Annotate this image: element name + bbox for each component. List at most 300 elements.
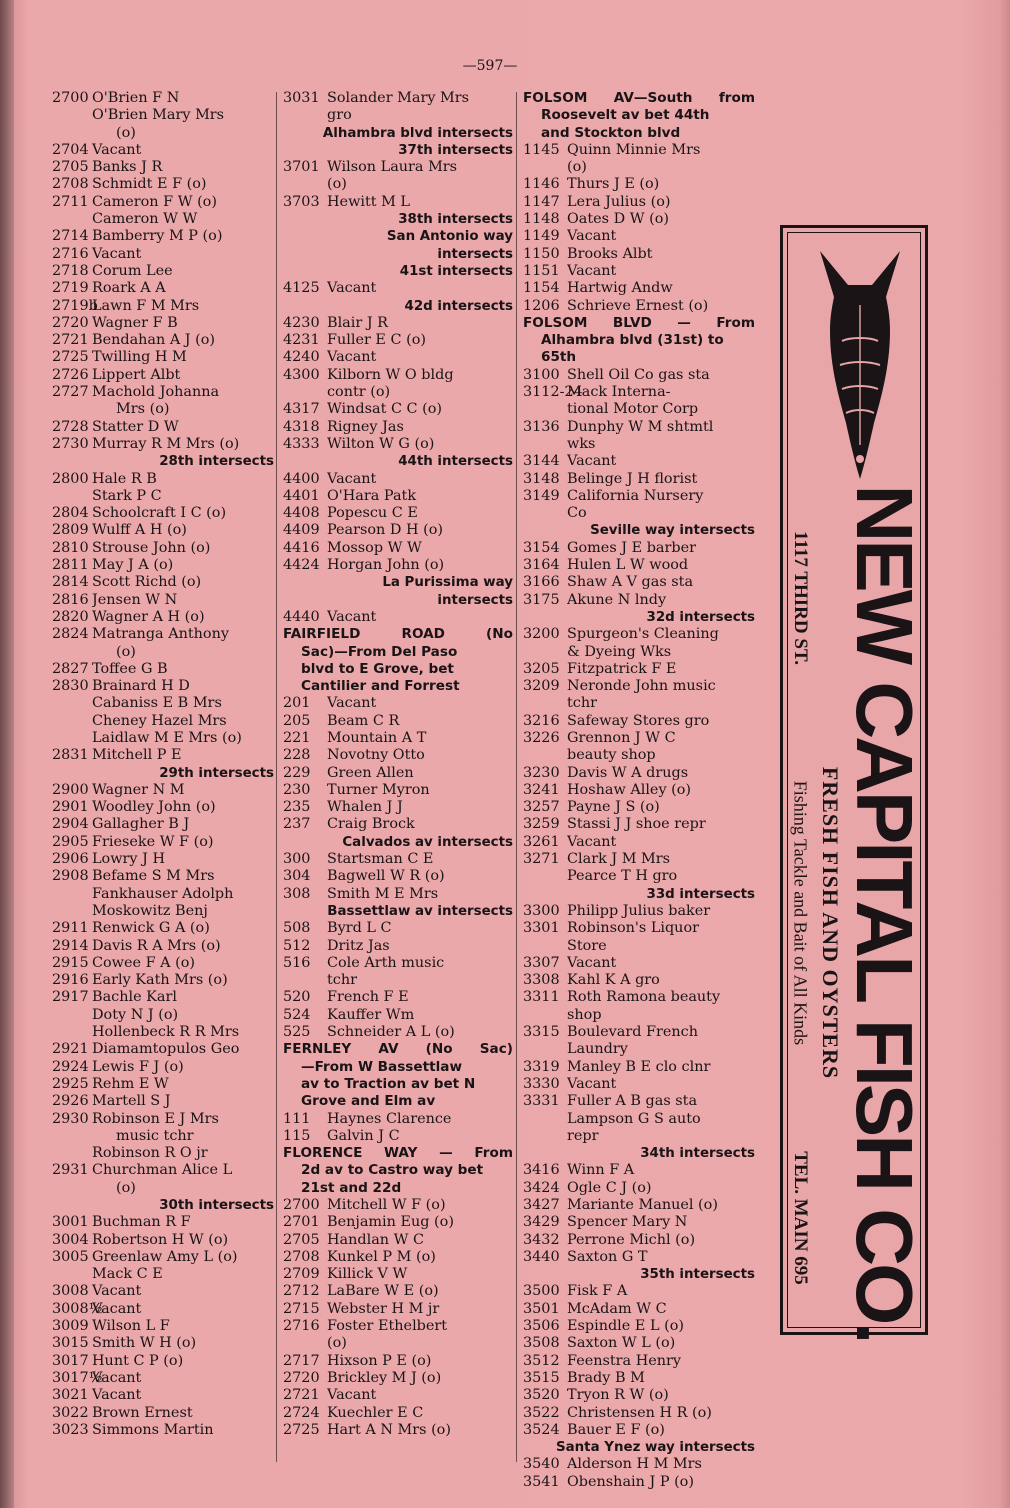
house-number: 3226 bbox=[523, 729, 560, 746]
intersection-marker: Seville way intersects bbox=[590, 523, 755, 539]
house-number: 2816 bbox=[52, 591, 89, 608]
entry-continuation: tchr bbox=[327, 972, 357, 989]
house-number: 3540 bbox=[523, 1456, 560, 1473]
directory-entry bbox=[52, 1214, 274, 1231]
house-number: 3241 bbox=[523, 781, 560, 798]
directory-entry bbox=[52, 1111, 274, 1128]
directory-entry bbox=[283, 920, 513, 937]
resident-name: Feenstra Henry bbox=[567, 1352, 682, 1369]
house-number: 3432 bbox=[523, 1231, 560, 1248]
entry-continuation: Lampson G S auto bbox=[567, 1110, 701, 1127]
directory-entry bbox=[523, 661, 755, 678]
house-number: 2827 bbox=[52, 660, 89, 677]
house-number: 1150 bbox=[523, 245, 560, 262]
directory-entry bbox=[283, 1353, 513, 1370]
house-number: 3515 bbox=[523, 1369, 560, 1386]
house-number: 2800 bbox=[52, 470, 89, 487]
resident-name: Beam C R bbox=[327, 712, 400, 729]
directory-entry bbox=[52, 349, 274, 366]
house-number: 1148 bbox=[523, 211, 560, 228]
house-number: 2911 bbox=[52, 920, 89, 937]
entry-continuation: tional Motor Corp bbox=[567, 401, 699, 418]
directory-entry bbox=[523, 816, 755, 833]
directory-entry bbox=[523, 453, 755, 470]
directory-entry bbox=[283, 851, 513, 868]
house-number: 3015 bbox=[52, 1335, 89, 1352]
directory-entry bbox=[283, 1370, 513, 1387]
directory-entry bbox=[523, 989, 755, 1006]
resident-name: Statter D W bbox=[92, 418, 179, 435]
intersection-marker: 34th intersects bbox=[640, 1146, 755, 1162]
resident-name: Twilling H M bbox=[92, 349, 187, 366]
directory-entry bbox=[523, 1318, 755, 1335]
house-number: 4400 bbox=[283, 470, 320, 487]
house-number: 3004 bbox=[52, 1231, 89, 1248]
intersection-marker: Santa Ynez way intersects bbox=[555, 1440, 755, 1456]
resident-name: O'Hara Patk bbox=[327, 487, 417, 504]
directory-entry bbox=[52, 782, 274, 799]
resident-name: LaBare W E (o) bbox=[327, 1283, 439, 1300]
house-number: 3022 bbox=[52, 1404, 89, 1421]
directory-entry bbox=[52, 1076, 274, 1093]
resident-name: Safeway Stores gro bbox=[567, 712, 710, 729]
house-number: 3144 bbox=[523, 453, 560, 470]
house-number: 3701 bbox=[283, 159, 320, 176]
entry-continuation: Mrs (o) bbox=[116, 401, 170, 418]
house-number: 3209 bbox=[523, 678, 560, 695]
house-number: 2824 bbox=[52, 626, 89, 643]
resident-name: Machold Johanna bbox=[92, 384, 220, 401]
directory-entry bbox=[52, 920, 274, 937]
directory-entry bbox=[52, 1301, 274, 1318]
entry-continuation: O'Brien Mary Mrs bbox=[92, 107, 225, 124]
resident-name: Novotny Otto bbox=[327, 747, 425, 764]
intersection-marker: 35th intersects bbox=[640, 1267, 755, 1283]
directory-entry bbox=[283, 349, 513, 366]
house-number: 3021 bbox=[52, 1387, 89, 1404]
resident-name: McAdam W C bbox=[567, 1300, 667, 1317]
resident-name: Lippert Albt bbox=[92, 366, 181, 383]
directory-entry bbox=[52, 436, 274, 453]
house-number: 3301 bbox=[523, 920, 560, 937]
directory-entry bbox=[52, 540, 274, 557]
house-number: 2708 bbox=[52, 176, 89, 193]
house-number: 524 bbox=[283, 1006, 311, 1023]
house-number: 3257 bbox=[523, 799, 560, 816]
resident-name: Dritz Jas bbox=[327, 937, 390, 954]
resident-name: Robinson E J Mrs bbox=[92, 1110, 219, 1127]
directory-entry bbox=[52, 194, 274, 211]
house-number: 300 bbox=[283, 851, 311, 868]
resident-name: Vacant bbox=[92, 1369, 142, 1386]
entry-continuation: Doty N J (o) bbox=[92, 1006, 179, 1023]
street-heading-line: 21st and 22d bbox=[301, 1179, 402, 1196]
entry-continuation: wks bbox=[567, 435, 596, 452]
intersection-marker: 41st intersects bbox=[399, 263, 513, 279]
house-number: 2721 bbox=[283, 1387, 320, 1404]
directory-entry bbox=[52, 505, 274, 522]
house-number: 4230 bbox=[283, 314, 320, 331]
resident-name: Solander Mary Mrs bbox=[327, 90, 470, 106]
directory-entry bbox=[523, 540, 755, 557]
entry-continuation: Moskowitz Benj bbox=[92, 902, 208, 919]
directory-entry bbox=[523, 972, 755, 989]
directory-entry bbox=[52, 1353, 274, 1370]
house-number: 3008 bbox=[52, 1283, 89, 1300]
resident-name: Quinn Minnie Mrs bbox=[567, 141, 701, 158]
resident-name: Brickley M J (o) bbox=[327, 1369, 442, 1386]
house-number: 2725 bbox=[283, 1421, 320, 1438]
house-number: 1147 bbox=[523, 193, 560, 210]
house-number: 2905 bbox=[52, 833, 89, 850]
house-number: 2709 bbox=[283, 1266, 320, 1283]
directory-entry bbox=[283, 782, 513, 799]
phone-number: TEL. MAIN 695 bbox=[790, 1151, 811, 1285]
resident-name: Handlan W C bbox=[327, 1231, 425, 1248]
entry-continuation: Laidlaw M E Mrs (o) bbox=[92, 729, 242, 746]
resident-name: Kunkel P M (o) bbox=[327, 1248, 436, 1265]
resident-name: Ogle C J (o) bbox=[567, 1179, 652, 1196]
resident-name: Vacant bbox=[567, 453, 617, 470]
directory-entry bbox=[283, 713, 513, 730]
resident-name: Vacant bbox=[567, 262, 617, 279]
directory-entry bbox=[523, 626, 755, 643]
directory-entry bbox=[283, 436, 513, 453]
directory-entry bbox=[523, 592, 755, 609]
street-heading-line: Cantilier and Forrest bbox=[301, 678, 460, 695]
directory-entry bbox=[523, 246, 755, 263]
house-number: 2804 bbox=[52, 505, 89, 522]
house-number: 4125 bbox=[283, 280, 320, 297]
directory-entry bbox=[52, 747, 274, 764]
directory-entry bbox=[523, 367, 755, 384]
house-number: 1146 bbox=[523, 176, 560, 193]
house-number: 2715 bbox=[283, 1300, 320, 1317]
house-number: 237 bbox=[283, 816, 311, 833]
directory-entry bbox=[283, 868, 513, 885]
street-heading-line: 65th bbox=[541, 349, 577, 366]
street-heading-line: 2d av to Castro way bet bbox=[301, 1162, 484, 1179]
resident-name: Mariante Manuel (o) bbox=[567, 1197, 718, 1213]
entry-continuation: Mack C E bbox=[92, 1266, 163, 1283]
directory-entry bbox=[283, 1007, 513, 1024]
street-heading-line: FAIRFIELD ROAD (No bbox=[283, 626, 513, 643]
house-number: 3541 bbox=[523, 1473, 560, 1490]
directory-entry bbox=[52, 1370, 274, 1387]
house-number: 115 bbox=[283, 1127, 311, 1144]
directory-entry bbox=[283, 1318, 513, 1335]
resident-name: Vacant bbox=[327, 695, 377, 712]
entry-continuation: Store bbox=[567, 937, 607, 954]
house-number: 2700 bbox=[283, 1197, 320, 1213]
house-number: 520 bbox=[283, 989, 311, 1006]
entry-continuation: (o) bbox=[327, 1335, 347, 1352]
house-number: 2730 bbox=[52, 435, 89, 452]
resident-name: Kuechler E C bbox=[327, 1404, 424, 1421]
intersection-marker: Alhambra blvd intersects bbox=[322, 125, 513, 141]
resident-name: Haynes Clarence bbox=[327, 1110, 452, 1127]
resident-name: Hartwig Andw bbox=[567, 280, 673, 297]
house-number: 3308 bbox=[523, 972, 560, 989]
house-number: 304 bbox=[283, 868, 311, 885]
intersection-marker: 44th intersects bbox=[398, 454, 513, 470]
entry-continuation: Cheney Hazel Mrs bbox=[92, 712, 227, 729]
resident-name: Saxton W L (o) bbox=[567, 1335, 676, 1352]
resident-name: Winn F A bbox=[567, 1162, 635, 1179]
directory-entry bbox=[523, 280, 755, 297]
house-number: 4317 bbox=[283, 401, 320, 418]
directory-entry bbox=[283, 730, 513, 747]
directory-entry bbox=[523, 955, 755, 972]
directory-entry bbox=[52, 298, 274, 315]
resident-name: Churchman Alice L bbox=[92, 1162, 233, 1179]
house-number: 3149 bbox=[523, 487, 560, 504]
resident-name: Matranga Anthony bbox=[92, 626, 229, 643]
directory-entry bbox=[283, 1387, 513, 1404]
resident-name: Greenlaw Amy L (o) bbox=[92, 1248, 238, 1265]
resident-name: Robinson's Liquor bbox=[567, 920, 699, 937]
directory-entry bbox=[52, 851, 274, 868]
directory-entry bbox=[523, 1283, 755, 1300]
house-number: 2831 bbox=[52, 747, 89, 764]
resident-name: Woodley John (o) bbox=[92, 799, 216, 816]
street-heading-line: and Stockton blvd bbox=[541, 124, 681, 141]
house-number: 2708 bbox=[283, 1248, 320, 1265]
entry-continuation: Laundry bbox=[567, 1041, 628, 1058]
house-number: 2930 bbox=[52, 1110, 89, 1127]
house-number: 2811 bbox=[52, 557, 89, 574]
resident-name: Gomes J E barber bbox=[567, 539, 696, 556]
directory-entry bbox=[523, 1456, 755, 1473]
house-number: 3524 bbox=[523, 1421, 560, 1438]
resident-name: Kahl K A gro bbox=[567, 972, 660, 989]
directory-entry bbox=[523, 228, 755, 245]
resident-name: Spencer Mary N bbox=[567, 1214, 688, 1231]
resident-name: Vacant bbox=[327, 470, 377, 487]
directory-entry bbox=[52, 574, 274, 591]
house-number: 3154 bbox=[523, 539, 560, 556]
address: 1117 THIRD ST. bbox=[790, 531, 811, 665]
entry-continuation: Co bbox=[567, 505, 587, 522]
house-number: 3440 bbox=[523, 1248, 560, 1265]
directory-entry bbox=[523, 851, 755, 868]
directory-entry bbox=[283, 816, 513, 833]
directory-entry bbox=[523, 1059, 755, 1076]
resident-name: Vacant bbox=[92, 1283, 142, 1300]
house-number: 2716 bbox=[52, 245, 89, 262]
resident-name: Wilson Laura Mrs bbox=[327, 159, 458, 176]
resident-name: Wilton W G (o) bbox=[327, 435, 435, 452]
directory-entry bbox=[52, 315, 274, 332]
directory-entry bbox=[52, 1232, 274, 1249]
directory-entry bbox=[283, 401, 513, 418]
intersection-marker: 42d intersects bbox=[404, 298, 513, 314]
resident-name: Vacant bbox=[92, 1300, 142, 1317]
house-number: 4333 bbox=[283, 435, 320, 452]
directory-entry bbox=[283, 765, 513, 782]
directory-entry bbox=[523, 730, 755, 747]
house-number: 4424 bbox=[283, 557, 320, 574]
resident-name: Banks J R bbox=[92, 159, 163, 176]
entry-continuation: gro bbox=[327, 107, 352, 124]
directory-entry bbox=[52, 1249, 274, 1266]
directory-entry bbox=[283, 747, 513, 764]
resident-name: Lera Julius (o) bbox=[567, 193, 671, 210]
house-number: 3259 bbox=[523, 816, 560, 833]
intersection-marker: San Antonio way bbox=[386, 229, 513, 245]
resident-name: Lawn F M Mrs bbox=[92, 297, 200, 314]
entry-continuation: Hollenbeck R R Mrs bbox=[92, 1024, 240, 1041]
street-heading bbox=[283, 626, 513, 695]
directory-entry bbox=[523, 384, 755, 401]
directory-entry bbox=[523, 782, 755, 799]
intersection-marker: intersects bbox=[437, 592, 513, 608]
directory-column-2 bbox=[283, 90, 513, 1439]
resident-name: Frieseke W F (o) bbox=[92, 833, 214, 850]
house-number: 2916 bbox=[52, 972, 89, 989]
resident-name: Vacant bbox=[567, 954, 617, 971]
directory-entry bbox=[283, 989, 513, 1006]
resident-name: Espindle E L (o) bbox=[567, 1318, 684, 1335]
resident-name: Galvin J C bbox=[327, 1127, 400, 1144]
house-number: 2724 bbox=[283, 1404, 320, 1421]
directory-entry bbox=[52, 1283, 274, 1300]
house-number: 3300 bbox=[523, 902, 560, 919]
directory-entry bbox=[52, 522, 274, 539]
resident-name: Mossop W W bbox=[327, 539, 422, 556]
resident-name: Jensen W N bbox=[92, 591, 178, 608]
house-number: 235 bbox=[283, 799, 311, 816]
directory-entry bbox=[52, 159, 274, 176]
resident-name: Mitchell W F (o) bbox=[327, 1197, 446, 1213]
resident-name: Akune N lndy bbox=[567, 591, 667, 608]
directory-entry bbox=[283, 1405, 513, 1422]
house-number: 2726 bbox=[52, 366, 89, 383]
resident-name: Early Kath Mrs (o) bbox=[92, 972, 228, 989]
resident-name: Hale R B bbox=[92, 470, 157, 487]
house-number: 3023 bbox=[52, 1421, 89, 1438]
intersection-marker: Calvados av intersects bbox=[342, 834, 513, 850]
entry-continuation: tchr bbox=[567, 695, 597, 712]
house-number: 2705 bbox=[283, 1231, 320, 1248]
directory-entry bbox=[523, 713, 755, 730]
resident-name: Turner Myron bbox=[327, 781, 430, 798]
house-number: 308 bbox=[283, 885, 311, 902]
resident-name: Renwick G A (o) bbox=[92, 920, 210, 937]
column-divider bbox=[516, 92, 517, 1462]
resident-name: Strouse John (o) bbox=[92, 539, 211, 556]
resident-name: Hart A N Mrs (o) bbox=[327, 1421, 451, 1438]
directory-column-1 bbox=[52, 90, 274, 1439]
tagline: FRESH FISH AND OYSTERS bbox=[818, 766, 843, 1080]
directory-entry bbox=[283, 419, 513, 436]
directory-entry bbox=[52, 263, 274, 280]
house-number: 2931 bbox=[52, 1162, 89, 1179]
resident-name: Vacant bbox=[92, 245, 142, 262]
resident-name: Killick V W bbox=[327, 1266, 408, 1283]
directory-entry bbox=[52, 1405, 274, 1422]
resident-name: May J A (o) bbox=[92, 557, 174, 574]
house-number: 3319 bbox=[523, 1058, 560, 1075]
resident-name: Davis R A Mrs (o) bbox=[92, 937, 221, 954]
resident-name: Dunphy W M shtmtl bbox=[567, 418, 714, 435]
directory-entry bbox=[283, 799, 513, 816]
house-number: 3008½ bbox=[52, 1300, 103, 1317]
resident-name: Thurs J E (o) bbox=[567, 176, 660, 193]
resident-name: Manley B E clo clnr bbox=[567, 1058, 711, 1075]
entry-continuation: Cabaniss E B Mrs bbox=[92, 695, 222, 712]
directory-entry bbox=[523, 834, 755, 851]
directory-entry bbox=[283, 955, 513, 972]
resident-name: Toffee G B bbox=[92, 660, 168, 677]
house-number: 3031 bbox=[283, 90, 320, 106]
directory-entry bbox=[523, 142, 755, 159]
resident-name: Diamamtopulos Geo bbox=[92, 1041, 240, 1058]
house-number: 2820 bbox=[52, 608, 89, 625]
book-binding-edge bbox=[0, 0, 14, 1508]
directory-entry bbox=[523, 1232, 755, 1249]
resident-name: Cameron F W (o) bbox=[92, 193, 217, 210]
resident-name: Grennon J W C bbox=[567, 729, 676, 746]
products-line: Fishing Tackle and Bait of All Kinds bbox=[790, 780, 811, 1046]
resident-name: Shell Oil Co gas sta bbox=[567, 366, 710, 383]
directory-entry bbox=[52, 471, 274, 488]
directory-entry bbox=[52, 419, 274, 436]
house-number: 1154 bbox=[523, 280, 560, 297]
resident-name: Davis W A drugs bbox=[567, 764, 689, 781]
resident-name: Philipp Julius baker bbox=[567, 902, 711, 919]
house-number: 2926 bbox=[52, 1093, 89, 1110]
house-number: 3522 bbox=[523, 1404, 560, 1421]
resident-name: Rigney Jas bbox=[327, 418, 404, 435]
house-number: 3230 bbox=[523, 764, 560, 781]
directory-entry bbox=[523, 903, 755, 920]
house-number: 4318 bbox=[283, 418, 320, 435]
house-number: 3331 bbox=[523, 1093, 560, 1110]
directory-entry bbox=[52, 1041, 274, 1058]
directory-entry bbox=[523, 1335, 755, 1352]
directory-entry bbox=[523, 1180, 755, 1197]
intersection-marker: intersects bbox=[437, 246, 513, 262]
directory-entry bbox=[523, 471, 755, 488]
directory-entry bbox=[52, 1059, 274, 1076]
resident-name: Pearson D H (o) bbox=[327, 522, 444, 539]
directory-entry bbox=[52, 1318, 274, 1335]
directory-entry bbox=[523, 1422, 755, 1439]
house-number: 3005 bbox=[52, 1248, 89, 1265]
resident-name: Boulevard French bbox=[567, 1024, 698, 1041]
company-name: NEW CAPITAL FISH CO. bbox=[840, 484, 929, 1342]
directory-entry bbox=[523, 1197, 755, 1214]
entry-continuation: music tchr bbox=[116, 1127, 194, 1144]
directory-entry bbox=[523, 1024, 755, 1041]
directory-entry bbox=[52, 1335, 274, 1352]
resident-name: Wagner F B bbox=[92, 314, 178, 331]
entry-continuation: repr bbox=[567, 1127, 599, 1144]
resident-name: Wagner N M bbox=[92, 781, 185, 798]
entry-continuation: Stark P C bbox=[92, 487, 162, 504]
resident-name: Cole Arth music bbox=[327, 954, 445, 971]
directory-entry bbox=[52, 938, 274, 955]
directory-entry bbox=[523, 263, 755, 280]
directory-entry bbox=[283, 557, 513, 574]
entry-continuation: beauty shop bbox=[567, 747, 656, 764]
house-number: 3330 bbox=[523, 1075, 560, 1092]
resident-name: Cowee F A (o) bbox=[92, 954, 196, 971]
resident-name: Belinge J H florist bbox=[567, 470, 698, 487]
house-number: 3500 bbox=[523, 1283, 560, 1300]
resident-name: Scott Richd (o) bbox=[92, 574, 202, 591]
